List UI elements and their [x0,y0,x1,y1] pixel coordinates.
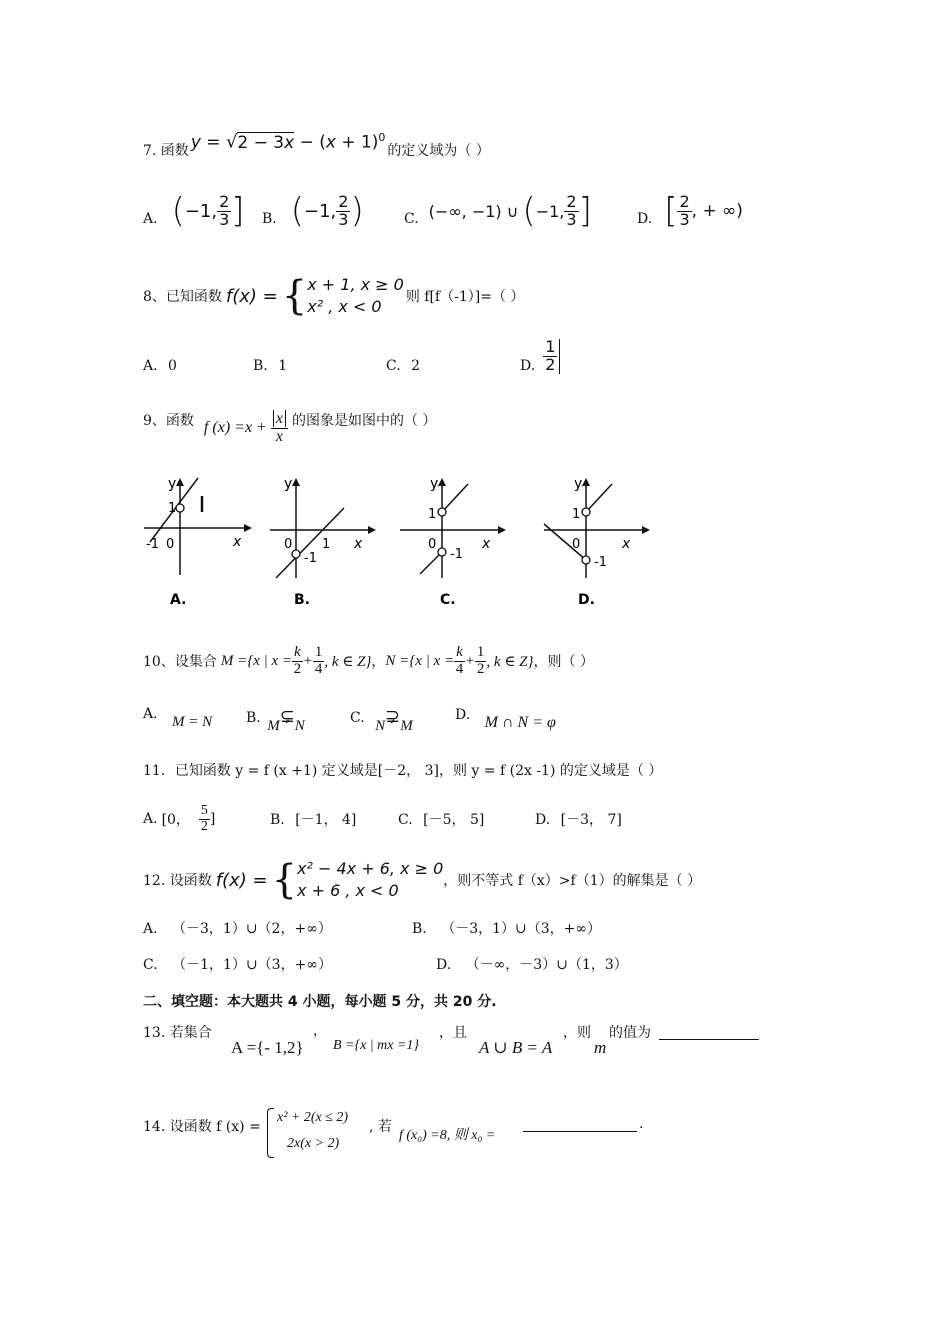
q13-var: m [594,1038,607,1057]
q12-option-c[interactable] [143,954,332,974]
q10-option-d[interactable] [455,706,556,731]
q7-option-c[interactable] [404,186,592,236]
graph-d-label: D. [578,592,595,608]
q14-mid: , 若 [369,1119,392,1135]
q10-prefix: 10、设集合 [143,654,217,670]
y-axis-arrow [176,478,184,486]
x-axis-arrow [244,524,252,532]
x-axis-arrow [498,526,506,534]
q7-option-d-formula: [ $\frac{2}{3}$ , + ∞) [664,191,743,231]
q7-option-b[interactable] [262,186,364,236]
y-label: y [574,476,583,492]
q8-case-2: x² , x < 0 [307,297,382,316]
q12-option-a-label: A. [143,921,158,937]
q14-prefix: 14. 设函数 f (x) = [143,1119,261,1135]
q11-option-c[interactable] [398,809,484,829]
q12-case-1: x² − 4x + 6, x ≥ 0 [297,859,444,878]
tick-neg1: -1 [450,547,463,562]
section2-title: 二、填空题：本大题共 4 小题，每小题 5 分，共 20 分. [143,994,497,1010]
q11-option-a[interactable] [143,798,215,840]
tick-1: 1 [322,537,331,552]
q8-option-a-text: 0 [168,358,177,374]
q14-cond: f (x₀) =8, 则 x₀ = [399,1128,496,1143]
q10-option-c-text: N⊋M [375,706,413,734]
q12-case-2: x + 6 , x < 0 [297,881,399,900]
q11-option-d-label: D. [535,812,551,828]
open-point [292,550,300,558]
y-label: y [284,476,293,492]
q14-answer-blank[interactable] [523,1116,637,1132]
q7-stem [143,132,490,168]
q11-option-d-text: [－3， 7] [560,812,622,828]
graph-line-left [420,552,442,574]
x-axis-arrow [642,526,650,534]
tick-1: 1 [572,507,581,522]
q12-option-d-label: D. [436,957,452,973]
q10-set-m: M ={x | x = $\frac{k}{2}$ + $\frac{1}{4}$ , k ∈ Z} [220,643,372,677]
x-label: x [482,536,491,552]
open-point-top [438,508,446,516]
q7-option-a-label: A. [143,211,158,227]
graph-line-right [586,484,612,512]
q12-option-c-text: （－1，1）∪（3，+∞） [172,957,332,973]
q12-option-a-text: （－3，1）∪（2，+∞） [172,921,332,937]
q13-prefix: 13. 若集合 [143,1025,212,1041]
q8-cases [307,274,404,318]
q8-case-1: x + 1, x ≥ 0 [307,275,404,294]
q8-brace: { [281,273,308,319]
x-label: x [233,534,242,550]
q7-suffix: 的定义域为（ ） [387,143,490,159]
q10-option-a[interactable] [143,706,213,730]
q12-option-b-text: （－3，1）∪（3，+∞） [441,921,602,937]
q9-suffix: 的图象是如图中的（ ） [291,413,437,429]
q12-prefix: 12. 设函数 [143,873,212,889]
q10-option-b-label: B. [246,710,261,726]
q8-option-c-label: C. [386,358,401,374]
q9-graph-c[interactable] [396,470,516,610]
q12-option-d[interactable] [436,954,628,974]
q8-option-b-label: B. [253,358,268,374]
q8-option-d[interactable] [520,330,560,374]
y-axis-arrow [438,478,446,486]
q13-comma: ， [313,1023,327,1039]
q11-stem: 11．已知函数 y = f (x +1) 定义域是[－2， 3]，则 y = f (2x -1) 的定义域是（ ） [143,763,663,779]
tick-1: 1 [428,507,437,522]
open-point-bottom [438,548,446,556]
q11-option-b-label: B. [270,812,285,828]
graph-a-label: A. [170,592,187,608]
q13-union: A ∪ B = A [479,1038,553,1057]
q13-suffix: 的值为 [609,1025,651,1041]
q11-option-b-text: [－1， 4] [295,812,357,828]
q8-option-c[interactable] [386,358,420,374]
q12-stem [143,856,701,904]
tick-0: 0 [166,537,175,552]
q8-option-d-label: D. [520,358,536,374]
q7-option-a[interactable] [143,186,245,236]
q12-cases [297,858,443,902]
y-label: y [430,476,439,492]
graph-c-label: C. [440,592,456,608]
q7-formula: $y = √2 - 3x - (x + 1)^0$ [190,131,386,153]
q8-suffix: 则 f[f（-1）]=（ ） [405,289,525,305]
q12-fx: f(x) = [215,869,268,891]
q12-option-d-text: （－∞，－3）∪（1，3） [465,957,628,973]
q10-option-c-label: C. [350,710,365,726]
q14-brace [267,1108,274,1158]
q12-option-a[interactable] [143,918,332,938]
q12-suffix: ，则不等式 f（x）>f（1）的解集是（ ） [443,873,702,889]
q11-option-d[interactable] [535,809,622,829]
q13-answer-blank[interactable] [659,1022,759,1040]
q8-fx: f(x) = [225,285,278,307]
q8-option-c-text: 2 [411,358,421,374]
q10-set-n: N ={x | x = $\frac{k}{4}$ + $\frac{1}{2}$ , k ∈ Z} [385,643,534,677]
q10-option-a-label: A. [143,706,158,722]
q8-options [143,330,843,380]
q10-comma: ， [371,654,386,670]
q7-option-d-label: D. [637,211,653,227]
q7-option-a-formula: ( −1, $\frac{2}{3}$ ] [171,191,245,231]
q8-option-d-frac: $\frac{1}{2}$ [543,339,560,374]
q8-option-a[interactable] [143,358,177,374]
q12-option-b-label: B. [412,921,427,937]
q9-graph-d[interactable] [540,470,660,610]
x-label: x [354,536,363,552]
q14-case-2: 2x(x > 2) [287,1136,340,1151]
y-axis-arrow [292,478,300,486]
q8-option-a-label: A. [143,358,158,374]
x-label: x [622,536,631,552]
open-point [176,504,184,512]
q10-option-c[interactable] [350,706,413,734]
q9-prefix: 9、函数 [143,413,194,429]
tick-0: 0 [284,537,293,552]
q12-option-b[interactable] [412,918,601,938]
q11-option-a-text: [0， $\frac{5}{2}$ ] [161,802,216,834]
open-point-bottom [582,556,590,564]
q7-option-b-label: B. [262,211,277,227]
q8-option-b[interactable] [253,358,287,374]
q11-option-b[interactable] [270,809,356,829]
tick-0: 0 [572,537,581,552]
q9-graph-b[interactable] [266,470,386,610]
graph-line-right [442,484,468,512]
y-axis-arrow [582,478,590,486]
tick-neg1: -1 [594,555,607,570]
q7-option-c-formula: (−∞, −1) ∪ ( −1, $\frac{2}{3}$ ] [428,191,592,231]
q9-stem [143,402,436,454]
q14-end: . [639,1116,644,1132]
q7-option-b-formula: ( −1, $\frac{2}{3}$ ) [290,191,364,231]
y-label: y [168,476,177,492]
q10-option-d-text: M ∩ N = φ [484,714,556,731]
q9-graph-a[interactable] [140,470,260,610]
q10-option-b-text: M⊊N [267,706,305,734]
q11-option-c-text: [－5， 5] [423,812,485,828]
x-axis-arrow [368,526,376,534]
q11-option-c-label: C. [398,812,413,828]
q14-case-1: x² + 2(x ≤ 2) [277,1110,349,1125]
q7-option-d[interactable] [637,186,743,236]
q12-option-c-label: C. [143,957,158,973]
tick-neg1: -1 [146,537,159,552]
q8-stem [143,272,524,320]
open-point-top [582,508,590,516]
q10-option-a-text: M = N [172,714,213,730]
q8-prefix: 8、已知函数 [143,289,222,305]
q14-stem [143,1108,663,1160]
q10-option-d-label: D. [455,707,471,723]
q13-then: ，则 [563,1025,591,1041]
tick-neg1: -1 [304,551,317,566]
tick-0: 0 [428,537,437,552]
q10-stem [143,638,594,684]
q10-suffix: ，则（ ） [533,654,594,670]
q12-brace: { [271,857,298,903]
q8-option-b-text: 1 [278,358,288,374]
q11-option-a-label: A. [143,811,158,827]
q13-set-b: B ={x | mx =1} [333,1038,420,1053]
q9-formula: f ( x ) = x + $\frac{x}{x}$ [198,402,288,454]
graph-b-label: B. [294,592,310,608]
q13-set-a: A ={- 1,2} [231,1038,304,1057]
q13-mid: ，且 [439,1025,467,1041]
q10-option-b[interactable] [246,706,305,734]
tick-1: 1 [168,501,177,516]
q7-option-c-label: C. [404,211,419,227]
q13-stem [143,1020,783,1062]
q7-prefix: 7. 函数 [143,143,189,159]
